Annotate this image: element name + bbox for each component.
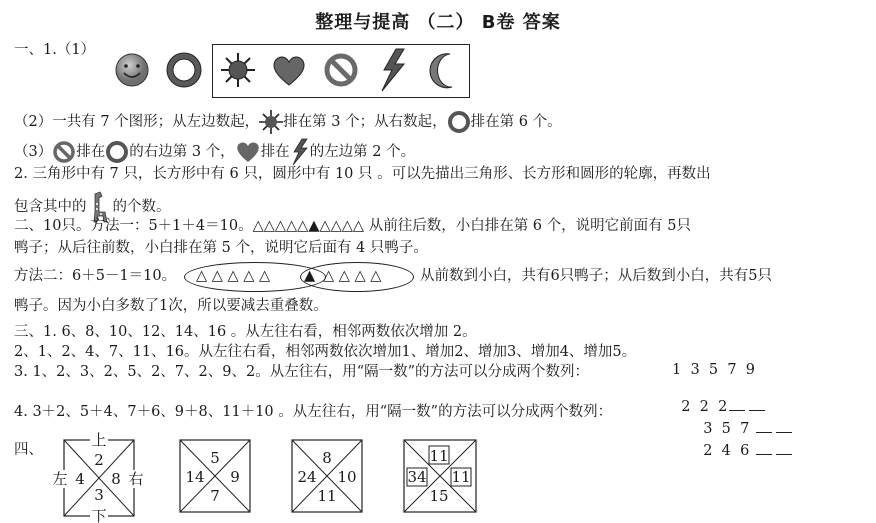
bottom-value: 3 [94,486,104,504]
bottom-value: 7 [210,487,220,505]
left-value: 24 [297,468,317,486]
right-value: 10 [337,468,357,486]
top-word: 上 [91,431,107,449]
q3-line4: 4. 3＋2、5＋4、7＋6、9＋8、11＋10 。从左往右，用“隔一数”的方法可以分成两个数列： [14,404,613,420]
q1-part2: （2）一共有 7 个图形；从左边数起， 排在第 3 个；从右数起， 排在第 6 个。 [14,110,562,134]
smiley-face-icon [114,52,150,88]
number-box-3 [290,438,364,514]
top-value: 11 [429,447,449,465]
ring-icon [105,140,129,164]
q2-line1: 二、10只。方法一：5＋1＋4＝10。△△△△△▲△△△△ 从前往后数，小白排在第 6 个，说明它前面有 5只 [14,218,691,234]
left-value: 14 [185,468,205,486]
triangles-right: △ △ △ △ [323,268,382,284]
no-sign-icon [323,52,359,88]
triangles-left: △ △ △ △ △ [196,268,271,284]
sun-icon [259,110,283,134]
q1-question2-line2: 包含其中的 的个数。 [14,190,171,224]
number-box-4 [402,438,478,514]
q4-label: 四、 [14,442,43,458]
lightning-icon [378,48,408,92]
left-word: 左 [52,470,68,488]
moon-icon [430,52,460,90]
seq4-row2: 2 4 6 [694,424,794,459]
page-title: 整理与提高 （二） B卷 答案 [315,12,561,33]
q1-label: 一、1.（1） [14,42,96,58]
number-box-1 [52,432,148,522]
right-value: 8 [111,470,121,488]
ring-icon [447,110,471,134]
answer-blank [776,440,792,455]
top-value: 8 [322,449,332,467]
seq3-row2: 2 2 2 [672,380,767,415]
q3-line1: 三、1. 6、8、10、12、14、16 。从左往右看，相邻两数依次增加 2。 [14,324,477,340]
q3-line2: 2、1、2、4、7、11、16。从左往右看，相邻两数依次增加1、增加2、增加3、增加4、增加5。 [14,344,637,360]
left-value: 34 [407,468,427,486]
q2-line2: 鸭子；从后往前数，小白排在第 5 个，说明它后面有 4 只鸭子。 [14,240,428,256]
left-value: 4 [75,470,85,488]
bottom-value: 11 [317,487,337,505]
number-box-2 [178,438,252,514]
bottom-word: 下 [91,507,107,523]
right-value: 11 [451,468,471,486]
right-value: 9 [230,468,240,486]
heart-icon [235,140,261,164]
answer-blank [756,440,772,455]
q2-line3: 方法二：6＋5－1＝10。 [14,268,177,284]
q2-line4: 鸭子。因为小白多数了1次，所以要减去重叠数。 [14,298,328,314]
no-sign-icon [52,140,76,164]
sun-icon [220,52,256,88]
triangle-marked: ▲ [304,268,316,284]
lightning-icon [290,138,310,166]
q1-part3: （3） 排在 的右边第 3 个， 排在 的左边第 2 个。 [14,138,415,166]
q2-line3-explain: 从前数到小白，共有6只鸭子；从后数到小白，共有5只 [420,268,772,284]
heart-icon [271,54,307,88]
ring-icon [166,52,202,88]
seq4-row1: 3 5 7 [694,402,794,437]
top-value: 2 [94,451,104,469]
q3-line3: 3. 1、2、3、2、5、2、7、2、9、2。从左往右，用“隔一数”的方法可以分成两个数列： [14,364,590,380]
bottom-value: 15 [429,487,449,505]
seq3-row1: 1 3 5 7 9 [672,362,755,378]
right-word: 右 [128,470,144,488]
q1-question2-line1: 2. 三角形中有 7 只，长方形中有 6 只，圆形中有 10 只 。可以先描出三角形、长方形和圆形的轮廓，再数出 [14,166,711,182]
top-value: 5 [210,449,220,467]
